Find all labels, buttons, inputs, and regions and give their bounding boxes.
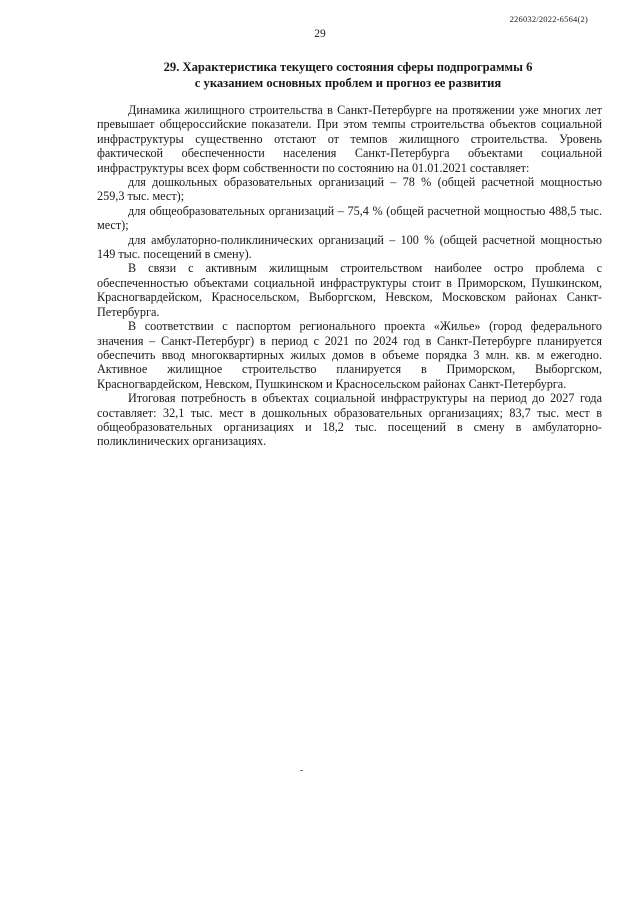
paragraph-preschool: для дошкольных образовательных организаций – 78 % (общей расчетной мощностью 259,3 тыс. мест); [97,175,602,204]
page-number: 29 [314,28,326,40]
paragraph-total-need: Итоговая потребность в объектах социальной инфраструктуры на период до 2027 года составляет: 32,1 тыс. мест в дошкольных образовательных организациях; 83,7 тыс. мест в общеобразовательных организациях и 18,2 тыс. посещений в смену в амбулаторно-поликлинических организациях. [97,391,602,449]
paragraph-outpatient: для амбулаторно-поликлинических организаций – 100 % (общей расчетной мощностью 149 тыс. посещений в смену). [97,232,602,262]
section-title [92,60,604,91]
paragraph-regional-project: В соответствии с паспортом регионального проекта «Жилье» (город федерального значения – Санкт-Петербург) в период с 2021 по 2024 год в Санкт-Петербурге планируется обеспечить ввод многоквартирных жилых домов в объеме порядка 3 млн. кв. м ежегодно. Активное жилищное строительство планируется в Приморском, Выборгском, Красногвардейском, Невском, Пушкинском и Красносельском районах Санкт-Петербурга. [97,319,602,391]
paragraph-intro: Динамика жилищного строительства в Санкт-Петербурге на протяжении уже многих лет превышает общероссийские показатели. При этом темпы строительства объектов социальной инфраструктуры существенно отстают от темпов жилищного строительства. Уровень фактической обеспеченности населения Санкт-Петербурга объектами социальной инфраструктуры всех форм собственности по состоянию на 01.01.2021 составляет: [97,103,602,175]
section-title-line-1: 29. Характеристика текущего состояния сферы подпрограммы 6 [163,60,533,74]
paragraph-general-education: для общеобразовательных организаций – 75,4 % (общей расчетной мощностью 488,5 тыс. мест); [97,203,602,233]
document-registration-number: 226032/2022-6564(2) [509,14,588,24]
scan-speck [300,770,303,771]
section-body [97,103,602,449]
paragraph-districts-problem: В связи с активным жилищным строительством наиболее остро проблема с обеспеченностью объектами социальной инфраструктуры стоит в Приморском, Пушкинском, Красногвардейском, Красносельском, Выборгском, Невском, Московском районах Санкт-Петербурга. [97,261,602,319]
section-title-line-2: с указанием основных проблем и прогноз ее развития [194,75,502,90]
